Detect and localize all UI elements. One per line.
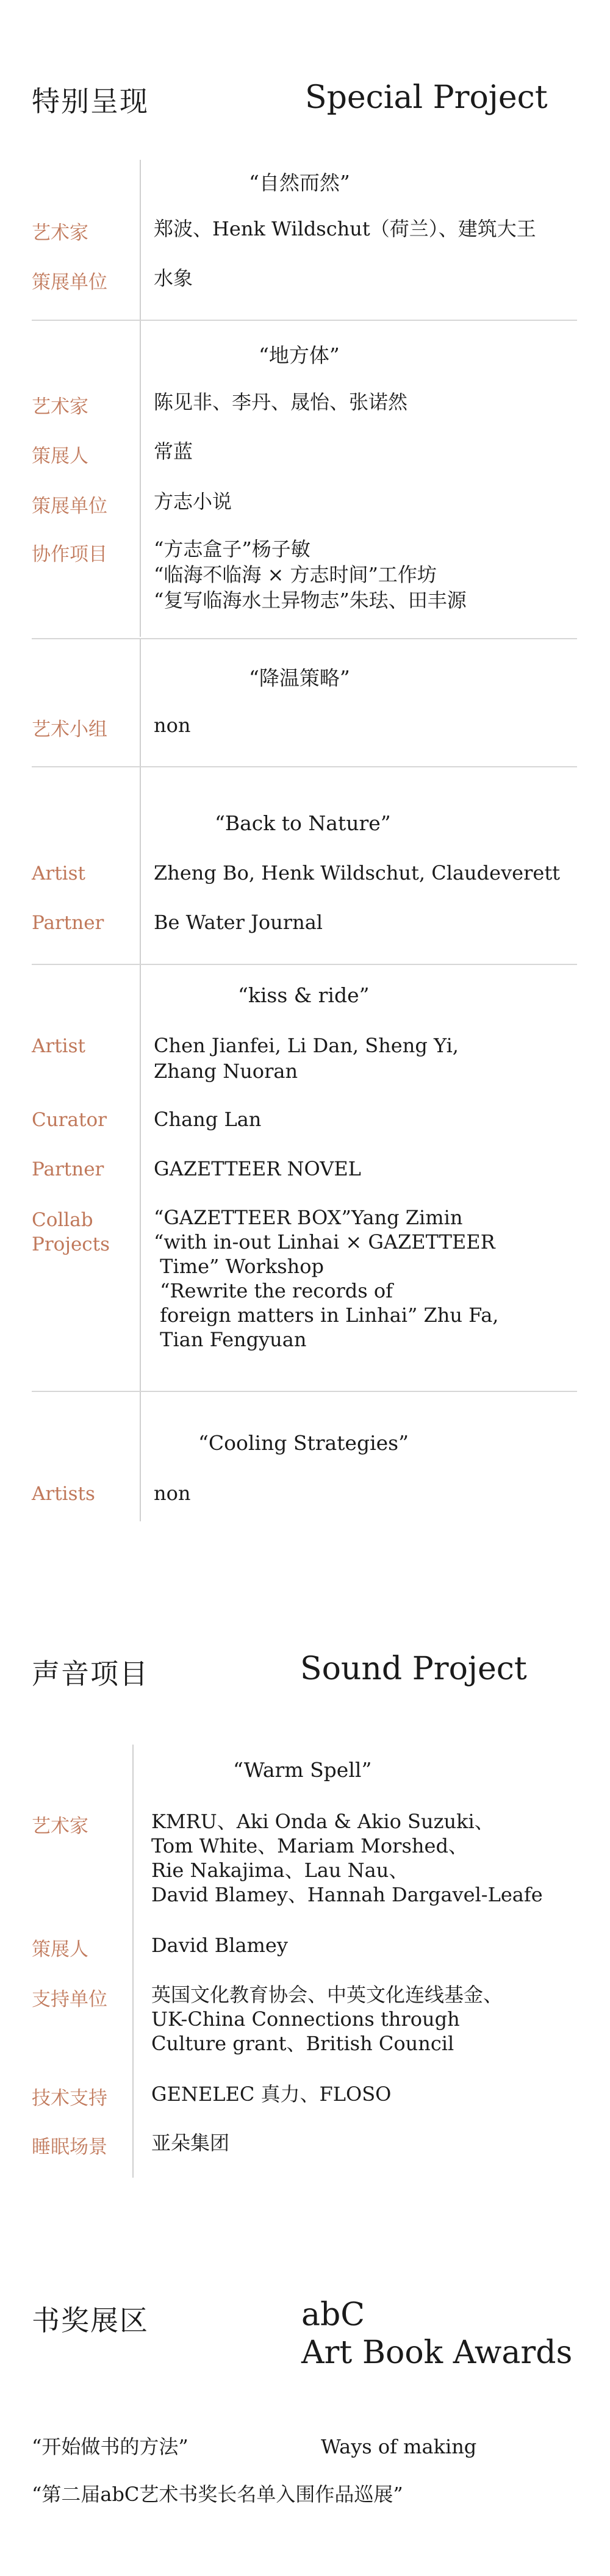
block-title: “地方体” xyxy=(259,343,340,367)
divider-vertical xyxy=(140,767,141,964)
field-label: 策展人 xyxy=(32,445,88,467)
field-label: Artist xyxy=(32,1035,85,1057)
block-title: “Back to Nature” xyxy=(215,811,391,835)
field-value: “方志盒子”杨子敏 “临海不临海 × 方志时间”工作坊 “复写临海水土异物志”朱珐、田丰源 xyxy=(154,537,467,612)
field-label: 艺术家 xyxy=(32,222,88,244)
field-value: “GAZETTEER BOX”Yang Zimin “with in-out Linhai × GAZETTEER Time” Workshop “Rewrite the records of foreign matters in Linhai” Zhu Fa, Tian Fengyuan xyxy=(154,1206,499,1351)
field-value: 方志小说 xyxy=(154,490,232,513)
field-value: GENELEC 真力、FLOSO xyxy=(151,2083,392,2106)
section-heading-en: Sound Project xyxy=(300,1651,527,1687)
field-label: Partner xyxy=(32,912,104,934)
field-label: Partner xyxy=(32,1158,104,1180)
divider-vertical xyxy=(140,1392,141,1521)
divider-vertical xyxy=(132,1745,134,2178)
section-rule xyxy=(32,320,577,321)
subtitle-cn: “开始做书的方法” xyxy=(32,2435,188,2458)
field-label: 艺术小组 xyxy=(32,719,107,741)
field-value: Zheng Bo, Henk Wildschut, Claudeverett xyxy=(154,861,561,884)
field-value: 英国文化教育协会、中英文化连线基金、 UK-China Connections through Culture grant、British Council xyxy=(151,1983,503,2055)
field-label: 艺术家 xyxy=(32,1815,88,1837)
field-label: 策展人 xyxy=(32,1939,88,1961)
block-title: “自然而然” xyxy=(249,171,350,195)
field-value: 常蓝 xyxy=(154,440,193,463)
field-value: David Blamey xyxy=(151,1934,288,1957)
subtitle-en: Ways of making xyxy=(321,2435,477,2458)
section-rule xyxy=(32,766,577,767)
field-value: non xyxy=(154,714,191,737)
field-label: 策展单位 xyxy=(32,495,107,517)
section-rule xyxy=(32,1391,577,1392)
section-heading-cn: 声音项目 xyxy=(32,1657,149,1690)
divider-vertical xyxy=(140,965,141,1391)
field-value: 亚朵集团 xyxy=(151,2131,230,2154)
block-title: “kiss & ride” xyxy=(238,983,370,1007)
field-value: Chen Jianfei, Li Dan, Sheng Yi, Zhang Nuoran xyxy=(154,1034,459,1083)
field-label: Curator xyxy=(32,1109,107,1131)
field-label: 策展单位 xyxy=(32,271,107,293)
subtitle-cn-2: “第二届abC艺术书奖长名单入围作品巡展” xyxy=(32,2483,403,2506)
section-heading-cn: 特别呈现 xyxy=(32,85,149,118)
field-label: Collab Projects xyxy=(32,1209,110,1255)
block-title: “降温策略” xyxy=(249,666,350,690)
field-label: 协作项目 xyxy=(32,544,107,565)
field-value: Be Water Journal xyxy=(154,911,323,934)
section-heading-en: Special Project xyxy=(305,79,548,116)
field-label: Artist xyxy=(32,863,85,884)
field-value: 陈见非、李丹、晟怡、张诺然 xyxy=(154,390,408,414)
divider-vertical xyxy=(140,160,141,320)
field-label: 支持单位 xyxy=(32,1989,107,2011)
section-rule xyxy=(32,638,577,639)
field-label: 技术支持 xyxy=(32,2087,107,2109)
field-value: 水象 xyxy=(154,267,193,290)
field-value: Chang Lan xyxy=(154,1108,262,1131)
field-label: Artists xyxy=(32,1483,95,1505)
block-title: “Warm Spell” xyxy=(233,1758,372,1782)
field-value: KMRU、Aki Onda & Akio Suzuki、 Tom White、Mariam Morshed、 Rie Nakajima、Lau Nau、 David Blamey、Hannah Dargavel-Leafe xyxy=(151,1810,543,1906)
section-heading-cn: 书奖展区 xyxy=(32,2304,149,2337)
divider-vertical xyxy=(140,321,141,637)
field-value: non xyxy=(154,1482,191,1505)
section-rule xyxy=(32,964,577,965)
field-value: 郑波、Henk Wildschut（荷兰）、建筑大王 xyxy=(154,217,536,240)
field-label: 艺术家 xyxy=(32,396,88,418)
block-title: “Cooling Strategies” xyxy=(198,1431,409,1455)
section-heading-en: abC Art Book Awards xyxy=(301,2297,573,2371)
field-value: GAZETTEER NOVEL xyxy=(154,1157,361,1180)
divider-vertical xyxy=(140,639,141,766)
field-label: 睡眠场景 xyxy=(32,2136,107,2158)
